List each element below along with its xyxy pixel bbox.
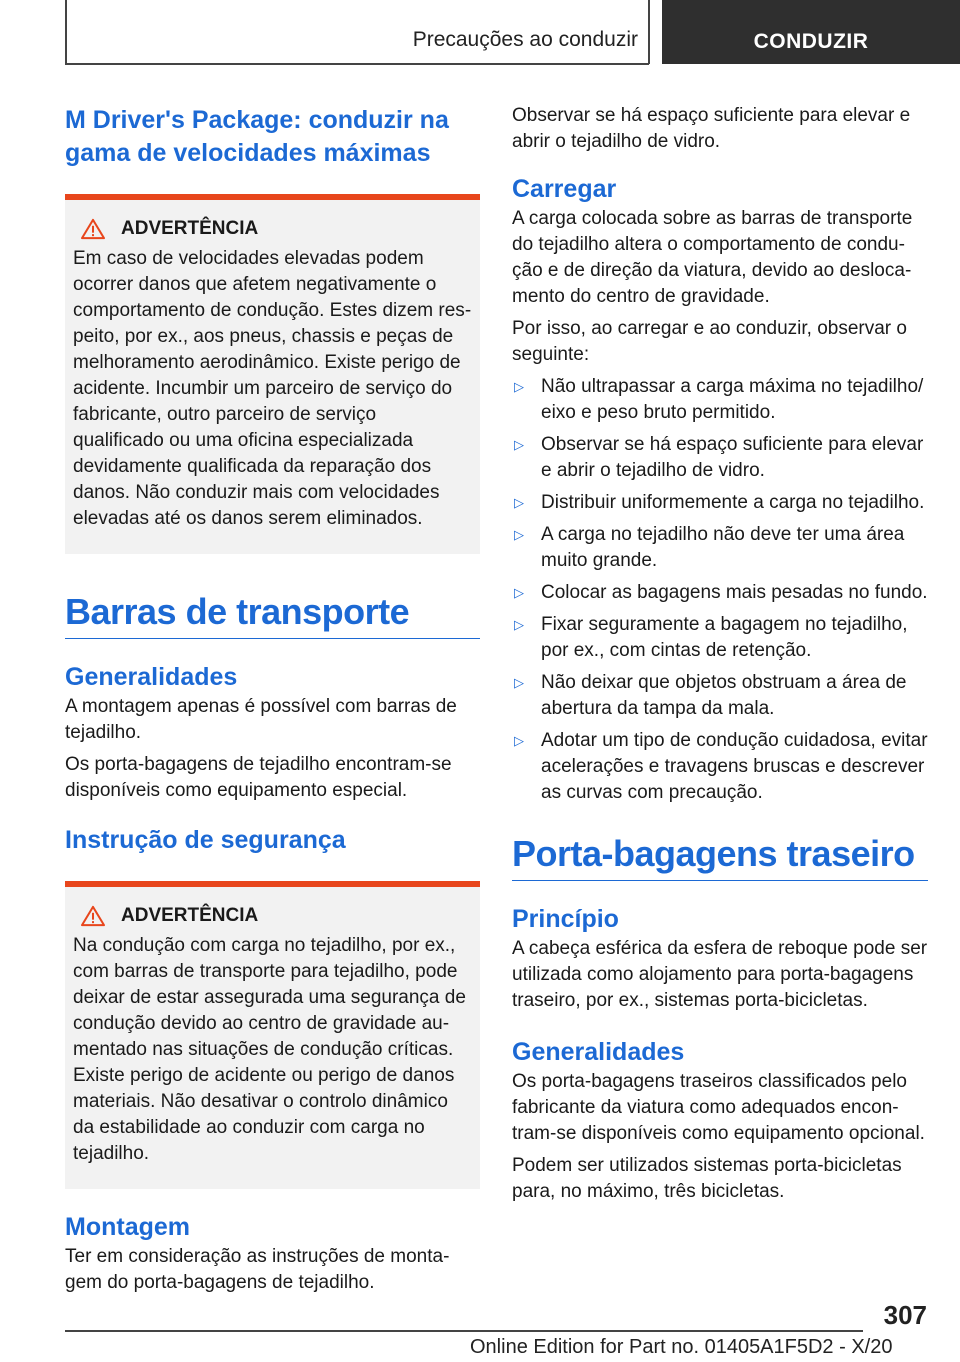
paragraph: Por isso, ao carregar e ao conduzir, observar o seguinte:: [512, 318, 907, 365]
triangle-right-outline-icon: ▷: [514, 733, 524, 748]
triangle-right-outline-icon: ▷: [514, 617, 524, 632]
list-item: [512, 522, 928, 574]
triangle-right-outline-icon: ▷: [514, 585, 524, 600]
chapter-title-barras-de-transporte: Barras de transporte: [65, 590, 480, 639]
paragraph: A carga colocada sobre as barras de transporte do tejadilho altera o comportamento de condução e de direção da viatura, devido ao deslocamento do centro de gravidade.: [512, 208, 913, 307]
list-item-text: Não ultrapassar a carga máxima no tejadilho/ eixo e peso bruto permitido.: [541, 376, 924, 423]
section-title-instrucao-de-seguranca: Instrução de segurança: [65, 826, 346, 854]
paragraph: A cabeça esférica da esfera de reboque pode ser utilizada como alojamento para porta-bagagens traseiro, por ex., sistemas porta-bicicletas.: [512, 938, 928, 1011]
chapter-title-porta-bagagens-traseiro: Porta-bagagens traseiro: [512, 832, 928, 881]
header-chapter-tab: CONDUZIR: [662, 0, 960, 64]
paragraph: Podem ser utilizados sistemas porta-bicicletas para, no máximo, três bicicletas.: [512, 1155, 902, 1202]
header-bottom-rule: [65, 63, 649, 65]
list-item-text: Não deixar que objetos obstruam a área de abertura da tampa da mala.: [541, 672, 907, 719]
page-number: 307: [883, 1300, 927, 1330]
warning-triangle-icon: [79, 218, 107, 240]
left-column: [65, 100, 480, 1296]
footer-rule: [65, 1330, 863, 1332]
warning-label: ADVERTÊNCIA: [121, 905, 259, 926]
list-item-text: A carga no tejadilho não deve ter uma área muito grande.: [541, 524, 905, 571]
list-item-text: Observar se há espaço suficiente para elevar e abrir o tejadilho de vidro.: [541, 434, 924, 481]
footer-edition: Online Edition for Part no. 01405A1F5D2 - X/20: [470, 1336, 893, 1358]
triangle-right-outline-icon: ▷: [514, 527, 524, 542]
warning-label: ADVERTÊNCIA: [121, 218, 259, 239]
right-column: [512, 100, 928, 1205]
triangle-right-outline-icon: ▷: [514, 495, 524, 510]
list-item: [512, 612, 928, 664]
header-left-rule: [65, 0, 67, 64]
list-item: [512, 374, 928, 426]
triangle-right-outline-icon: ▷: [514, 379, 524, 394]
triangle-right-outline-icon: ▷: [514, 675, 524, 690]
list-item: [512, 432, 928, 484]
warning-text: Em caso de velocidades elevadas podem ocorrer danos que afetem negativamente o comportamento de condução. Estes dizem respeito, por ex., aos pneus, chassis e peças de melhoramento aerodinâmico. Existe perigo de acidente. Incumbir um parceiro de serviço do fabricante, outro parceiro de serviço qualificado ou uma oficina especializada devidamente qualificada da reparação dos danos. Não conduzir mais com velocidades elevadas até os danos serem eliminados.: [73, 248, 472, 529]
loading-rules-list: [512, 374, 928, 806]
section-title-generalidades: Generalidades: [512, 1038, 685, 1066]
list-item: [512, 670, 928, 722]
paragraph: Os porta-bagagens de tejadilho encontram-se disponíveis como equipamento especial.: [65, 754, 452, 801]
header-mid-rule: [648, 0, 650, 64]
list-item-text: Distribuir uniformemente a carga no tejadilho.: [541, 492, 925, 513]
warning-header: [79, 218, 472, 240]
warning-header: [79, 905, 472, 927]
section-title-principio: Princípio: [512, 905, 619, 933]
warning-box-high-speed: [65, 194, 480, 554]
header-section-title: Precauções ao conduzir: [412, 28, 638, 51]
warning-box-roof-load: [65, 881, 480, 1189]
warning-triangle-icon: [79, 905, 107, 927]
list-item-text: Fixar seguramente a bagagem no tejadilho, por ex., com cintas de retenção.: [541, 614, 908, 661]
paragraph: Os porta-bagagens traseiros classificados pelo fabricante da viatura como adequados encontram-se disponíveis como equipamento opcional.: [512, 1071, 925, 1144]
list-item: [512, 580, 928, 606]
paragraph: Observar se há espaço suficiente para elevar e abrir o tejadilho de vidro.: [512, 105, 911, 152]
paragraph: A montagem apenas é possível com barras de tejadilho.: [65, 696, 457, 743]
section-title-m-drivers-package: M Driver's Package: conduzir na gama de velocidades máximas: [65, 106, 449, 167]
section-title-carregar: Carregar: [512, 175, 617, 203]
list-item-text: Adotar um tipo de condução cuidadosa, evitar acelerações e travagens bruscas e descrever as curvas com precaução.: [541, 730, 928, 803]
paragraph: Ter em consideração as instruções de montagem do porta-bagagens de tejadilho.: [65, 1246, 450, 1293]
list-item: [512, 728, 928, 806]
section-title-montagem: Montagem: [65, 1213, 190, 1241]
warning-text: Na condução com carga no tejadilho, por ex., com barras de transporte para tejadilho, pode deixar de estar assegurada uma segurança de condução devido ao centro de gravidade aumentado nas situações de condução críticas. Existe perigo de acidente ou perigo de danos materiais. Não desativar o controlo dinâmico da estabilidade ao conduzir com carga no tejadilho.: [73, 935, 466, 1164]
section-title-generalidades: Generalidades: [65, 663, 238, 691]
list-item-text: Colocar as bagagens mais pesadas no fundo.: [541, 582, 928, 603]
triangle-right-outline-icon: ▷: [514, 437, 524, 452]
list-item: [512, 490, 928, 516]
